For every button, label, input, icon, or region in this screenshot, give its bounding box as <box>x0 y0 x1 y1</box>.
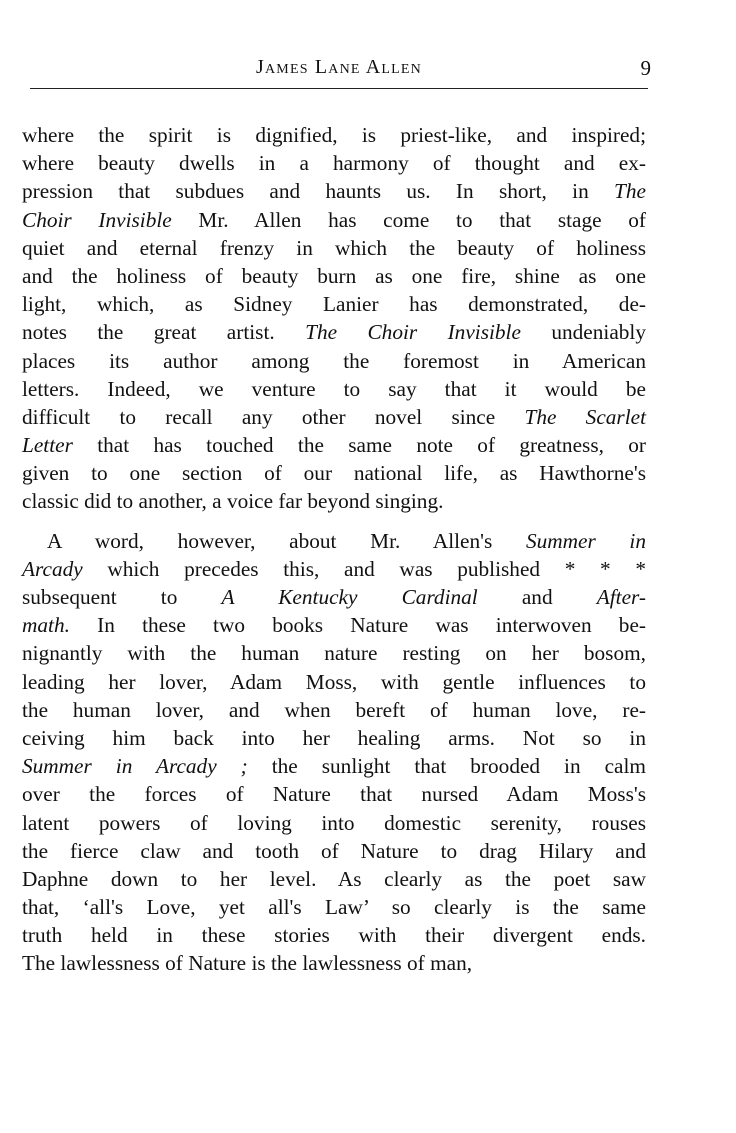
italic-title: The Choir Invisible <box>305 320 521 345</box>
text-run: difficult to recall any other novel since <box>22 404 525 429</box>
text-line <box>22 206 646 234</box>
text-line <box>22 403 646 431</box>
text-line <box>22 949 646 977</box>
italic-title: The <box>614 179 646 204</box>
text-line <box>22 611 646 639</box>
italic-title: A Kentucky Cardinal <box>221 585 478 609</box>
text-run: Mr. Allen has come to that stage of <box>171 207 646 232</box>
text-run: latent powers of loving into domestic serenity, rouses <box>22 810 646 835</box>
text-line <box>22 459 646 487</box>
text-run: the human lover, and when bereft of human love, re- <box>22 697 646 722</box>
text-run: truth held in these stories with their divergent ends. <box>22 923 646 948</box>
text-run: which precedes this, and was published * * * <box>82 556 646 581</box>
paragraph <box>22 527 646 978</box>
text-line <box>22 893 646 921</box>
text-run: the sunlight that brooded in calm <box>247 754 646 779</box>
text-run: where beauty dwells in a harmony of thought and ex- <box>22 151 646 176</box>
text-line <box>22 121 646 149</box>
text-line <box>22 780 646 808</box>
text-run: that has touched the same note of greatness, or <box>72 433 646 458</box>
running-title: James Lane Allen <box>256 56 422 78</box>
text-run: letters. Indeed, we venture to say that it would be <box>22 376 646 401</box>
text-line <box>22 234 646 262</box>
text-line <box>22 921 646 949</box>
text-run: A word, however, about Mr. Allen's <box>47 528 526 553</box>
text-line <box>22 431 646 459</box>
text-line <box>22 837 646 865</box>
text-line <box>22 149 646 177</box>
italic-title: After- <box>596 585 646 609</box>
page-number: 9 <box>640 56 651 80</box>
text-line <box>22 809 646 837</box>
text-run: The lawlessness of Nature is the lawlessness of man, <box>22 951 473 976</box>
text-run: pression that subdues and haunts us. In short, in <box>22 179 615 204</box>
text-run: nignantly with the human nature resting on her bosom, <box>22 641 646 666</box>
italic-title: math. <box>22 613 70 638</box>
text-run: undeniably <box>520 320 646 345</box>
text-run: leading her lover, Adam Moss, with gentle influences to <box>22 669 646 694</box>
text-run: and <box>477 585 597 609</box>
body-text <box>22 121 646 978</box>
text-line <box>22 583 646 611</box>
header-rule <box>30 88 648 89</box>
italic-title: Letter <box>22 433 73 458</box>
text-line <box>22 555 646 583</box>
text-line <box>22 177 646 205</box>
italic-title: Choir Invisible <box>22 207 172 232</box>
italic-title: Arcady <box>22 556 83 581</box>
text-run: where the spirit is dignified, is priest-like, and inspired; <box>22 123 646 147</box>
text-line <box>22 724 646 752</box>
text-run: Daphne down to her level. As clearly as the poet saw <box>22 866 646 891</box>
text-run: quiet and eternal frenzy in which the beauty of holiness <box>22 235 646 260</box>
text-run: classic did to another, a voice far beyond singing. <box>22 489 444 514</box>
text-run: the fierce claw and tooth of Nature to drag Hilary and <box>22 838 646 863</box>
text-line <box>22 527 646 555</box>
text-line <box>22 639 646 667</box>
text-run: and the holiness of beauty burn as one fire, shine as one <box>22 263 646 288</box>
text-line <box>22 487 646 515</box>
italic-title: The Scarlet <box>524 404 646 429</box>
text-run: light, which, as Sidney Lanier has demonstrated, de- <box>22 292 646 317</box>
text-run: that, ‘all's Love, yet all's Law’ so clearly is the same <box>22 895 646 920</box>
text-line <box>22 347 646 375</box>
text-line <box>22 375 646 403</box>
text-line <box>22 696 646 724</box>
text-line <box>22 752 646 780</box>
paragraph <box>22 121 646 516</box>
italic-title: Summer in <box>525 528 646 553</box>
text-run: places its author among the foremost in American <box>22 348 646 373</box>
text-line <box>22 318 646 346</box>
text-run: subsequent to <box>22 585 222 609</box>
text-run: given to one section of our national life, as Hawthorne's <box>22 461 646 486</box>
text-line <box>22 668 646 696</box>
text-line <box>22 262 646 290</box>
italic-title: Summer in Arcady ; <box>22 754 248 779</box>
text-run: over the forces of Nature that nursed Adam Moss's <box>22 782 646 807</box>
text-line <box>22 290 646 318</box>
text-line <box>22 865 646 893</box>
text-run: ceiving him back into her healing arms. Not so in <box>22 725 646 750</box>
text-run: notes the great artist. <box>22 320 306 345</box>
running-head <box>30 56 651 82</box>
text-run: In these two books Nature was interwoven be- <box>69 613 646 638</box>
